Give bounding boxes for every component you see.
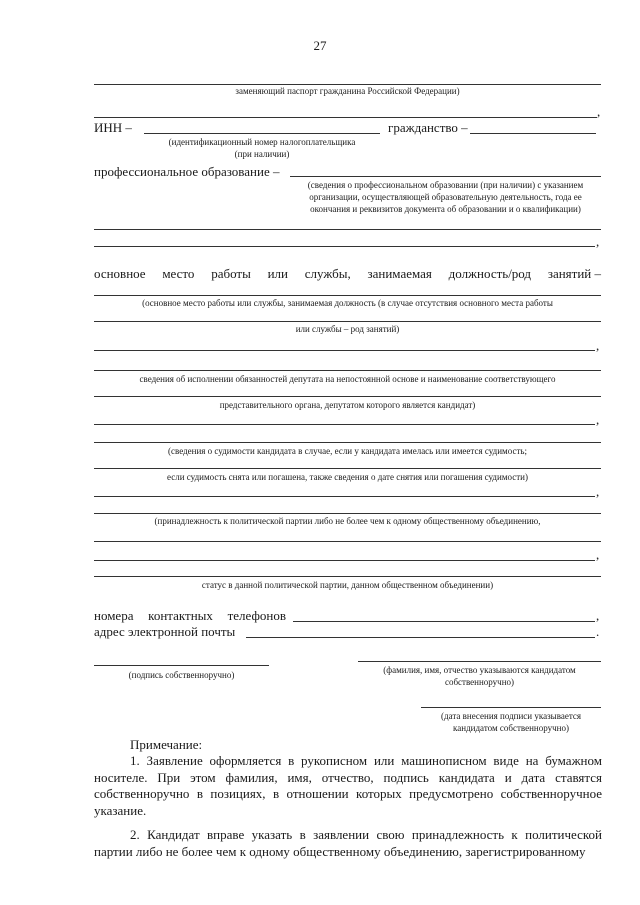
fill-line — [94, 117, 597, 118]
name-caption-2: собственноручно) — [444, 677, 515, 687]
education-field-line — [290, 176, 601, 177]
workplace-caption-2: или службы – род занятий) — [295, 324, 400, 334]
fill-line — [94, 468, 601, 469]
note-item-2: 2. Кандидат вправе указать в заявлении свою принадлежность к политической партии либо не более чем к одному общественному объединению, зарегистрированному — [94, 827, 602, 859]
date-caption-1: (дата внесения подписи указывается — [441, 711, 581, 721]
fill-line — [94, 560, 595, 561]
workplace-word: место — [162, 266, 195, 281]
phones-word: контактных — [148, 608, 213, 623]
fill-line — [94, 541, 601, 542]
citizenship-label: гражданство – — [388, 120, 468, 135]
name-field-line — [358, 661, 601, 662]
email-field-line — [246, 637, 595, 638]
phones-label — [94, 608, 286, 624]
name-caption-1: (фамилия, имя, отчество указываются кандидатом — [383, 665, 576, 675]
comma: , — [596, 234, 600, 249]
fill-line — [94, 442, 601, 443]
fill-line — [94, 424, 595, 425]
education-label: профессиональное образование – — [94, 164, 280, 179]
deputy-caption-1: сведения об исполнении обязанностей депутата на непостоянной основе и наименование соответствующего — [139, 374, 556, 384]
comma: , — [596, 608, 600, 623]
page-number: 27 — [313, 38, 327, 53]
inn-label: ИНН – — [94, 120, 132, 135]
comma: , — [597, 104, 601, 119]
comma: , — [596, 484, 600, 499]
fill-line — [94, 84, 601, 85]
passport-caption: заменяющий паспорт гражданина Российской Федерации) — [235, 86, 460, 96]
fill-line — [94, 295, 601, 296]
fill-line — [94, 229, 601, 230]
fill-line — [94, 370, 601, 371]
workplace-word: занятий – — [547, 266, 601, 281]
conviction-caption-2: если судимость снята или погашена, также сведения о дате снятия или погашения судимости) — [167, 472, 528, 482]
inn-caption: (идентификационный номер налогоплательщика — [168, 137, 356, 147]
period: . — [596, 624, 600, 639]
comma: , — [596, 412, 600, 427]
workplace-label — [94, 266, 601, 282]
citizenship-field-line — [470, 133, 596, 134]
deputy-caption-2: представительного органа, депутатом которого является кандидат) — [219, 400, 476, 410]
signature-field-line — [94, 665, 269, 666]
inn-caption-note: (при наличии) — [234, 149, 290, 159]
fill-line — [94, 246, 595, 247]
party-caption-2: статус в данной политической партии, данном общественном объединении) — [201, 580, 494, 590]
fill-line — [94, 513, 601, 514]
conviction-caption-1: (сведения о судимости кандидата в случае, если у кандидата имелась или имеется судимость; — [168, 446, 527, 456]
education-caption-3: окончания и реквизитов документа об образовании и о квалификации) — [310, 204, 581, 214]
workplace-word: занимаемая — [367, 266, 432, 281]
workplace-word: работы — [211, 266, 251, 281]
education-caption-1: (сведения о профессиональном образовании (при наличии) с указанием — [307, 180, 584, 190]
education-caption-2: организации, осуществляющей образовательную деятельность, года ее — [309, 192, 582, 202]
party-caption-1: (принадлежность к политической партии либо не более чем к одному общественному объединению, — [154, 516, 541, 526]
note-title: Примечание: — [130, 737, 203, 752]
phones-word: номера — [94, 608, 134, 623]
fill-line — [94, 576, 601, 577]
email-label: адрес электронной почты — [94, 624, 236, 639]
date-field-line — [421, 707, 601, 708]
date-caption-2: кандидатом собственноручно) — [453, 723, 569, 733]
note-item-1: 1. Заявление оформляется в рукописном или машинописном виде на бумажном носителе. При этом фамилия, имя, отчество, подпись кандидата и дата ставятся собственноручно в позициях, в отношении которых предусмотрено собственноручное указание. — [94, 753, 602, 818]
workplace-word: или — [267, 266, 288, 281]
comma: , — [596, 338, 600, 353]
signature-caption: (подпись собственноручно) — [128, 670, 235, 680]
fill-line — [94, 396, 601, 397]
inn-field-line — [144, 133, 380, 134]
phones-field-line — [293, 621, 595, 622]
phones-word: телефонов — [227, 608, 286, 623]
workplace-word: основное — [94, 266, 146, 281]
workplace-word: должность/род — [448, 266, 532, 281]
workplace-caption-1: (основное место работы или службы, занимаемая должность (в случае отсутствия основного места работы — [142, 298, 553, 308]
workplace-word: службы, — [304, 266, 351, 281]
fill-line — [94, 350, 595, 351]
comma: , — [596, 547, 600, 562]
fill-line — [94, 496, 595, 497]
fill-line — [94, 321, 601, 322]
